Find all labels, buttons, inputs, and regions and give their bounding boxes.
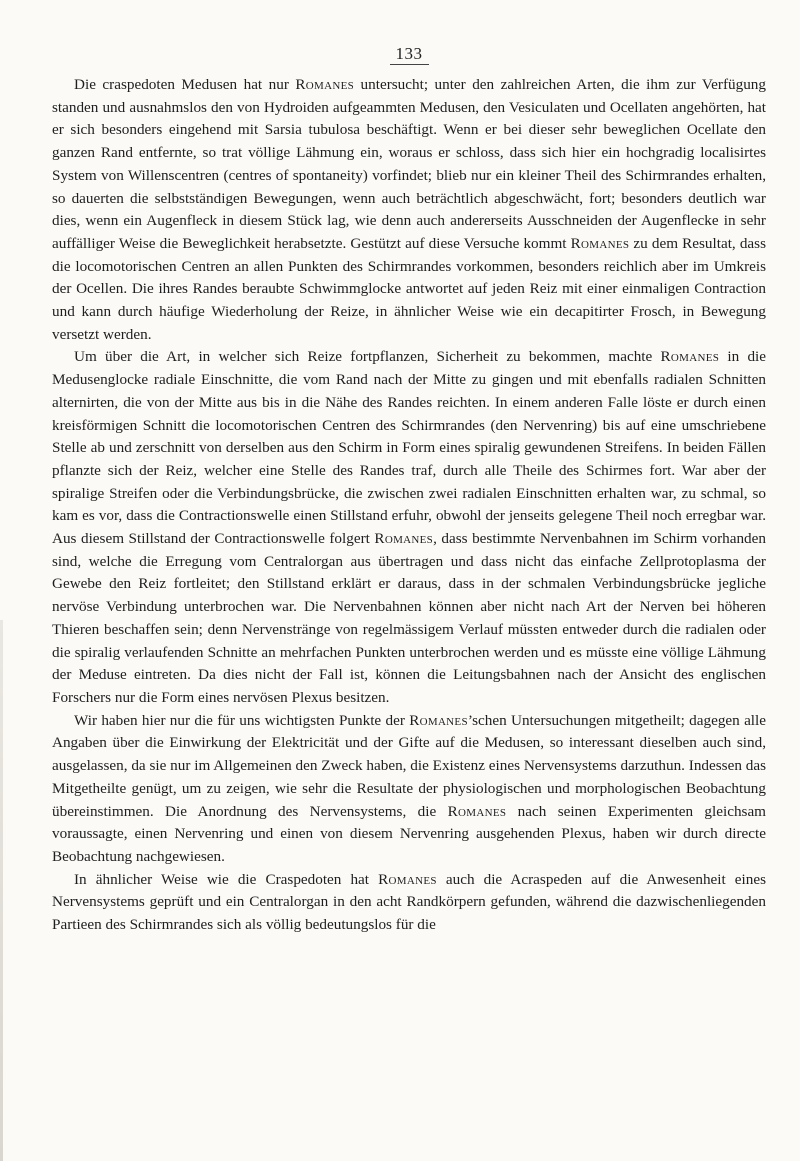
page-number-text: 133 [390,44,429,65]
text-run: auch die Acraspeden auf die Anwesenheit eines Nervensystems geprüft und ein Centralorgan in den acht Randkörpern gefunden, während die dazwischenliegenden Partieen des Schirmrandes sich als völlig bedeutungslos für die [52,870,767,934]
body-text [52,74,766,937]
paragraph [52,710,766,869]
text-run: , dass bestimmte Nervenbahnen im Schirm vorhanden sind, welche die Erregung vom Centralorgan aus übertragen und dass nicht das einfache Zellprotoplasma der Gewebe den Reiz fortleitet; den Stillstand erklärt er daraus, dass in der schmalen Verbindungsbrücke jegliche nervöse Verbindung unterbrochen war. Die Nervenbahnen können aber nicht nach Art der Nerven bei höheren Thieren beschaffen sein; denn Nervenstränge von regelmässigem Verlauf müssten entweder durch die radialen oder die spiralig verlaufenden Schnitte an mehrfachen Punkten unterbrochen werden und es müsste eine völlige Lähmung der Meduse eintreten. Da dies nicht der Fall ist, können die Leitungsbahnen nach der Ansicht des englischen Forschers nur die Form eines nervösen Plexus besitzen. [52,530,766,706]
author-name: Romanes [378,870,437,888]
author-name: Romanes [374,530,434,548]
paragraph [52,346,766,709]
text-run: Wir haben hier nur die für uns wichtigsten Punkte der [74,711,410,729]
page-number [52,44,766,64]
text-run: Die craspedoten Medusen hat nur [74,76,296,93]
text-run: nach seinen Experimenten gleichsam voraussagte, einen Nervenring und einen von diesem Nervenring ausgehenden Plexus, haben wir durch directe Beobachtung nachgewiesen. [52,802,766,865]
text-run: ’schen Untersuchungen mitgetheilt; dagegen alle Angaben über die Einwirkung der Elektricität und der Gifte auf die Medusen, so interessant dieselben auch sind, ausgelassen, da sie nur im Allgemeinen den Zweck haben, die Existenz eines Nervensystems darzuthun. Indessen das Mitgetheilte genügt, um zu zeigen, wie sehr die Resultate der physiologischen und morphologischen Beobachtung übereinstimmen. Die Anordnung des Nervensystems, die [52,711,766,820]
book-page [52,0,766,1161]
paragraph [52,869,766,937]
paragraph [52,74,766,346]
text-run: in die Medusenglocke radiale Einschnitte, die vom Rand nach der Mitte zu gingen und mit ebenfalls radialen Schnitten alternirten, die von der Mitte aus bis in die Nähe des Randes reichten. In einem anderen Falle löste er durch einen kreisförmigen Schnitt die locomotorischen Centren des Schirmrandes (den Nervenring) bis auf eine umschriebene Stelle ab und zerschnitt von derselben aus den Schirm in Form eines spiralig gewundenen Streifens. In beiden Fällen pflanzte sich der Reiz, welcher eine Stelle des Randes traf, durch alle Theile des Schirmes fort. War aber der spiralige Streifen oder die Verbindungsbrücke, die zwischen zwei radialen Einschnitten erhalten war, zu schmal, so kam es vor, dass die Contractionswelle einen Stillstand erfuhr, obwohl der jenseits gelegene Theil noch erregbar war. Aus diesem Stillstand der Contractionswelle folgert [52,348,767,548]
author-name: Romanes [570,234,630,252]
author-name: Romanes [660,348,720,366]
text-run: untersucht; unter den zahlreichen Arten, die ihm zur Verfügung standen und ausnahmslos den von Hydroiden aufgeammten Medusen, den Vesiculaten und Ocellaten angehörten, hat er sich besonders eingehend mit Sarsia tubulosa beschäftigt. Wenn er bei dieser sehr beweglichen Ocellate den ganzen Rand entfernte, so trat völlige Lähmung ein, woraus er schloss, dass sich hier ein hochgradig localisirtes System von Willenscentren (centres of spontaneity) vorfindet; blieb nur ein kleiner Theil des Schirmrandes erhalten, so dauerten die selbstständigen Bewegungen, wenn auch beträchtlich abgeschwächt, fort; besonders deutlich war dies, wenn ein Augenfleck in diesem Stück lag, wie denn auch andererseits Ausschneiden der Augenflecke in sehr auffälliger Weise die Beweglichkeit herabsetzte. Gestützt auf diese Versuche kommt [52,76,766,252]
author-name: Romanes [447,802,507,820]
author-name: Romanes [409,711,468,729]
author-name: Romanes [295,76,355,93]
text-run: In ähnlicher Weise wie die Craspedoten hat [74,870,379,888]
text-run: zu dem Resultat, dass die locomotorischen Centren an allen Punkten des Schirmrandes vorkommen, besonders reichlich aber im Umkreis der Ocellen. Die ihres Randes beraubte Schwimmglocke antwortet auf jeden Reiz mit einer einmaligen Contraction und kann durch häufige Wiederholung der Reize, in ähnlicher Weise wie ein decapitirter Frosch, in Bewegung versetzt werden. [52,234,766,343]
text-run: Um über die Art, in welcher sich Reize fortpflanzen, Sicherheit zu bekommen, machte [74,348,661,366]
page-edge-shadow [0,620,3,1161]
